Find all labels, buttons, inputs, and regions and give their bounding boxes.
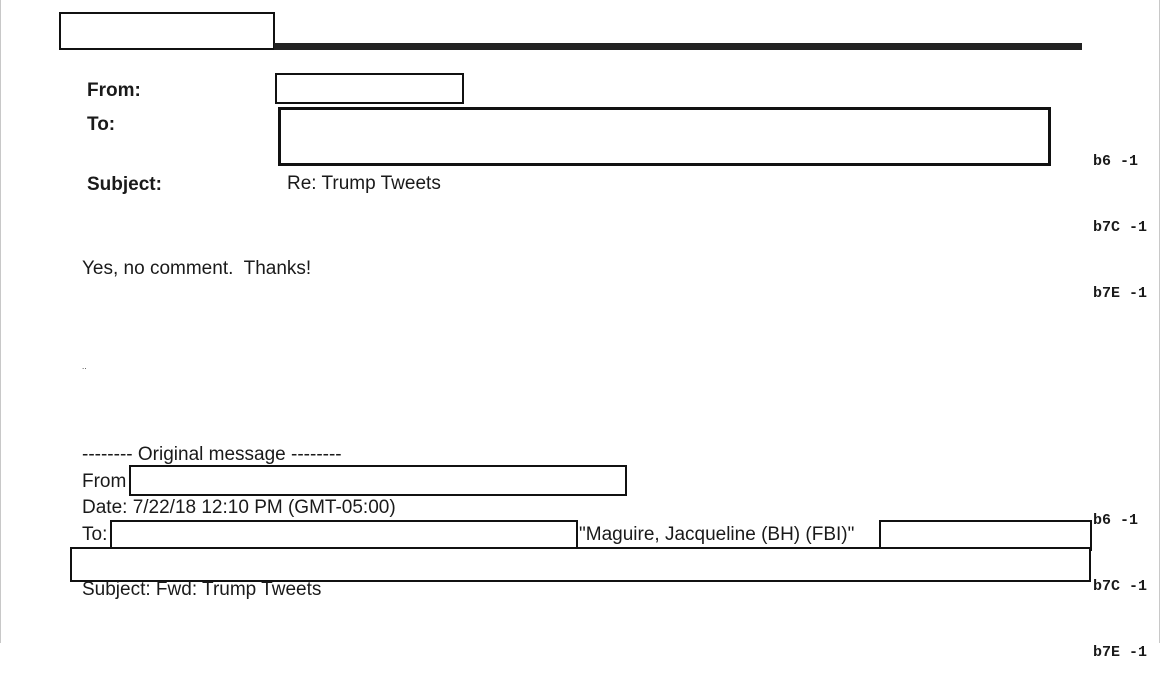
exemption-code: b7C -1 xyxy=(1093,578,1148,595)
page-left-edge xyxy=(0,0,1,643)
stray-mark: .. xyxy=(82,362,87,371)
header-rule xyxy=(274,43,1082,50)
original-date: Date: 7/22/18 12:10 PM (GMT-05:00) xyxy=(82,497,396,518)
subject-value: Re: Trump Tweets xyxy=(287,173,441,194)
exemption-code: b6 -1 xyxy=(1093,153,1139,170)
subject-label: Subject: xyxy=(87,174,162,195)
exemption-code: b7E -1 xyxy=(1093,644,1148,661)
exemption-codes-top xyxy=(1093,107,1147,327)
redaction-box-original-from xyxy=(129,465,627,496)
exemption-code: b6 -1 xyxy=(1093,512,1139,529)
original-to-label: To: xyxy=(82,524,108,545)
exemption-code: b7E -1 xyxy=(1093,285,1148,302)
message-body: Yes, no comment. Thanks! xyxy=(82,258,312,279)
exemption-code: b7C -1 xyxy=(1093,219,1148,236)
original-from-label: From xyxy=(82,471,127,492)
redaction-box-from xyxy=(275,73,464,104)
redaction-box-original-to-1 xyxy=(110,520,578,550)
page-right-edge xyxy=(1159,0,1160,643)
redaction-box-header xyxy=(59,12,275,50)
redaction-box-to xyxy=(278,107,1051,166)
original-subject: Subject: Fwd: Trump Tweets xyxy=(82,579,322,600)
original-message-separator: -------- Original message -------- xyxy=(82,444,342,465)
to-label: To: xyxy=(87,114,116,135)
exemption-codes-bottom xyxy=(1093,466,1147,686)
from-label: From: xyxy=(87,80,141,101)
redaction-box-original-cc xyxy=(70,547,1091,582)
original-to-name: "Maguire, Jacqueline (BH) (FBI)" xyxy=(579,524,855,545)
